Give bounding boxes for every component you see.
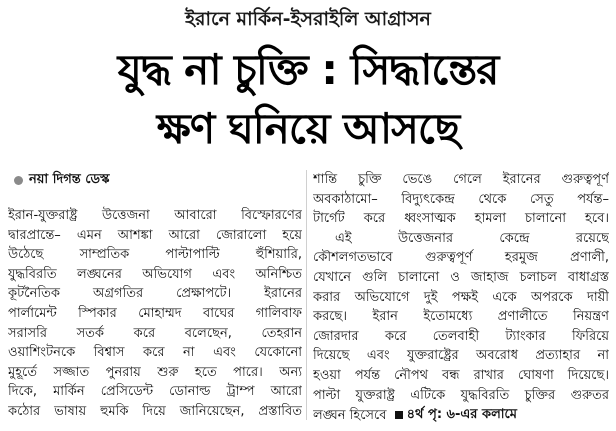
body-line: দ্বারপ্রান্তে– এমন আশঙ্কা আরো জোরালো হয়ে [8, 227, 302, 243]
body-line: কূটনৈতিক অগ্রগতির প্রেক্ষাপটে। ইরানের [8, 286, 302, 302]
body-line: যেখানে গুলি চালানো ও জাহাজ চলাচল বাধাগ্রস্ত [313, 269, 609, 285]
body-line: কঠোর ভাষায় হুমকি দিয়ে জানিয়েছেন, প্রস্তাবিত [8, 403, 302, 419]
continuation-marker [395, 405, 517, 425]
body-line: পার্লামেন্ট স্পিকার মোহাম্মদ বাঘের গালিবাফ [8, 305, 302, 321]
body-line: কৌশলগতভাবে গুরুত্বপূর্ণ হরমুজ প্রণালী, [313, 250, 609, 266]
bullet-icon [14, 176, 23, 185]
body-line: টার্গেট করে ধ্বংসাত্মক হামলা চালানো হবে। [313, 211, 609, 227]
body-line-last [313, 405, 609, 425]
body-line: মুহূর্তে সজ্জাত পুনরায় শুরু হতে পারে। অন্য [8, 364, 302, 380]
body-line: সরাসরি সতর্ক করে বলেছেন, তেহরান [8, 325, 302, 341]
body-line: দিকে, মার্কিন প্রেসিডেন্ট ডোনাল্ড ট্রাম্প আরো [8, 384, 302, 400]
body-line: পাল্টা যুক্তরাষ্ট্র এটিকে যুদ্ধবিরতি চুক্তির গুরুতর [313, 387, 609, 403]
body-line: উঠেছে সাম্প্রতিক পাল্টাপাল্টি হুঁশিয়ারি, [8, 247, 302, 263]
continuation-text: ৪র্থ পৃ: ৬-এর কলামে [406, 407, 517, 423]
body-line: হওয়া পর্যন্ত নৌপথ বন্ধ রাখার ঘোষণা দিয়েছে। [313, 367, 609, 383]
body-line: অবকাঠামো– বিদ্যুৎকেন্দ্র থেকে সেতু পর্যন্ত– [313, 191, 609, 207]
last-line-text: লঙ্ঘন হিসেবে [313, 407, 387, 423]
body-line: এই উত্তেজনার কেন্দ্রে রয়েছে [335, 230, 609, 246]
byline [14, 170, 302, 190]
body-line: ওয়াশিংটনকে বিশ্বাস করে না এবং যেকোনো [8, 345, 302, 361]
body-line: করছে। ইরান ইতোমধ্যে প্রণালীতে নিয়ন্ত্রণ [313, 309, 609, 325]
body-line: করার অভিযোগে দুই পক্ষই একে অপরকে দায়ী [313, 289, 609, 305]
column-right [313, 170, 609, 426]
headline-line-1: যুদ্ধ না চুক্তি : সিদ্ধান্তের [117, 45, 499, 94]
body-line: শান্তি চুক্তি ভেঙে গেলে ইরানের গুরুত্বপূর্ণ [313, 172, 609, 187]
body-line: যুদ্ধবিরতি লঙ্ঘনের অভিযোগ এবং অনিশ্চিত [8, 266, 302, 282]
body-line: দিয়েছে এবং যুক্তরাষ্ট্রের অবরোধ প্রত্যাহার না [313, 348, 609, 364]
column-left [8, 170, 302, 422]
byline-text: নয়া দিগন্ত ডেস্ক [29, 172, 110, 188]
headline-line-2: ক্ষণ ঘনিয়ে আসছে [156, 104, 460, 153]
body-line: জোরদার করে তেলবাহী ট্যাংকার ফিরিয়ে [313, 328, 609, 344]
square-icon [395, 411, 403, 419]
column-divider [306, 170, 307, 420]
kicker: ইরানে মার্কিন-ইসরাইলি আগ্রাসন [185, 8, 431, 30]
body-line: ইরান-যুক্তরাষ্ট্র উত্তেজনা আবারো বিস্ফোরণের [8, 208, 302, 223]
